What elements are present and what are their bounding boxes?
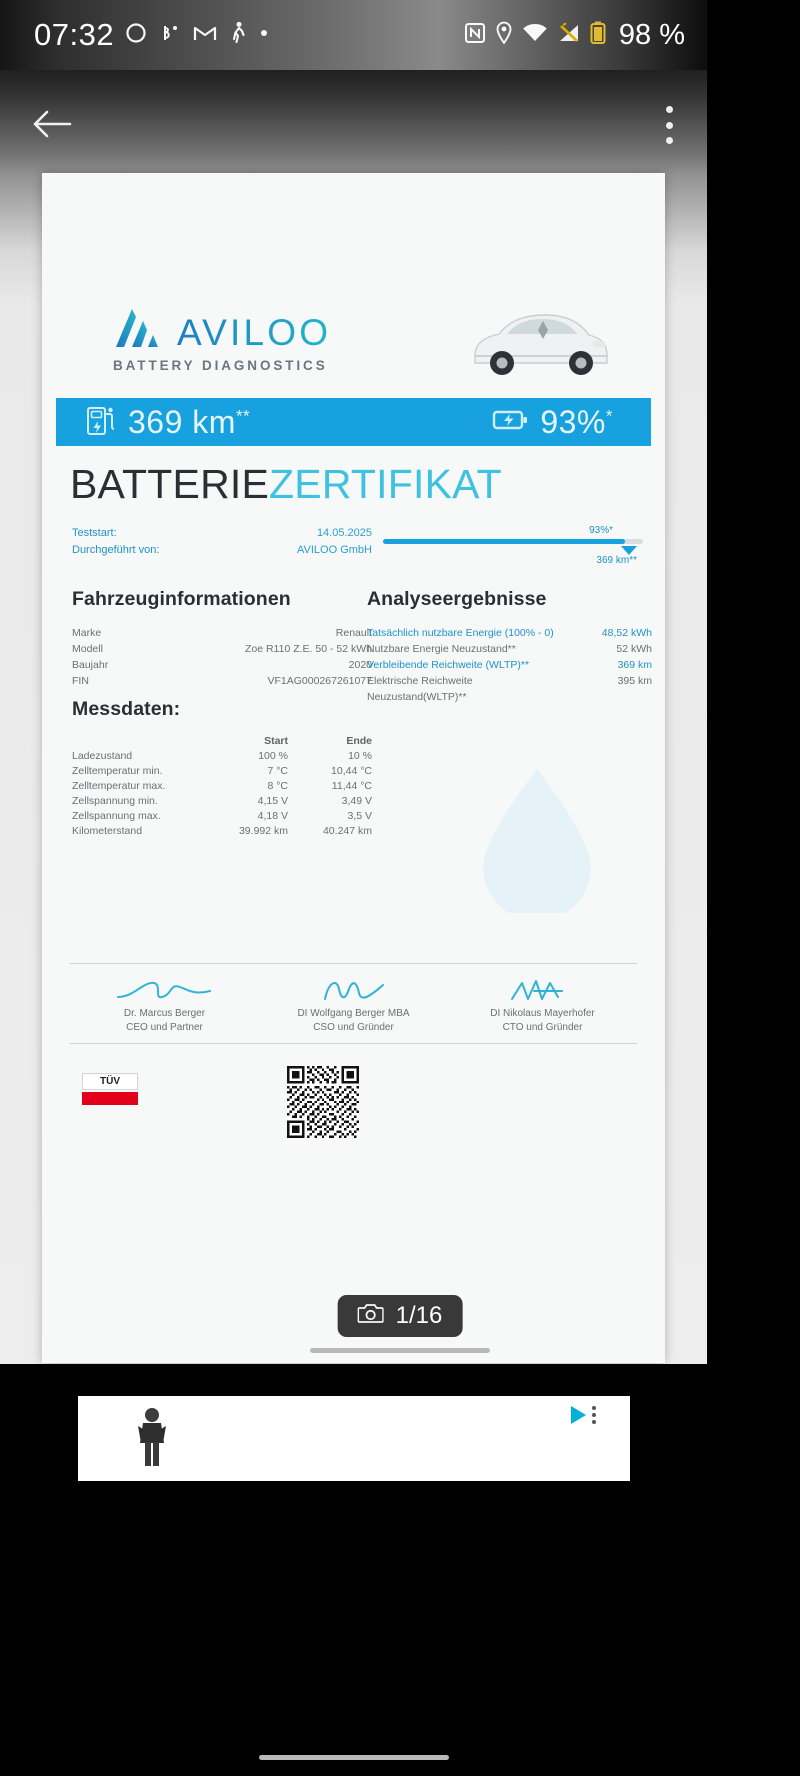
home-gesture-pill[interactable] xyxy=(259,1755,449,1760)
document-header xyxy=(72,293,635,398)
meas-label-5: Kilometerstand xyxy=(72,824,143,837)
meas-label-1: Zelltemperatur min. xyxy=(72,764,163,777)
banner-soh-superscript: * xyxy=(605,405,613,425)
watermark-droplet-icon xyxy=(467,763,607,913)
document-title xyxy=(70,461,502,508)
analysis-label-new-wltp: Neuzustand(WLTP)** xyxy=(367,691,467,703)
analysis-row-new-wltp xyxy=(367,689,652,705)
measurements-col-start: Start xyxy=(264,734,288,747)
banner-range-superscript: ** xyxy=(235,405,251,425)
banner-soh-value: 93%* xyxy=(540,403,613,440)
analysis-label-remaining-range: Verbleibende Reichweite (WLTP)** xyxy=(367,659,530,671)
tuv-badge-line2 xyxy=(82,1092,138,1105)
measurements-section xyxy=(72,698,372,838)
ad-choices-controls[interactable] xyxy=(571,1406,596,1424)
table-row xyxy=(72,748,372,763)
signature-block-3 xyxy=(448,973,637,1035)
vehicle-info-list xyxy=(72,625,372,689)
meas-start-0: 100 % xyxy=(258,749,288,762)
vehicle-row-modell xyxy=(72,641,372,657)
kebab-dot-1 xyxy=(666,106,673,113)
vehicle-info-section xyxy=(72,588,372,689)
banner-range-value: 369 km** xyxy=(128,403,251,440)
signature-name-3: DI Nikolaus Mayerhofer xyxy=(490,1008,595,1019)
signature-role-3: CTO und Gründer xyxy=(502,1022,583,1033)
system-navigation-bar xyxy=(0,1722,707,1776)
table-row xyxy=(72,808,372,823)
kebab-dot-2 xyxy=(666,122,673,129)
signal-icon xyxy=(557,23,581,48)
page-indicator[interactable] xyxy=(338,1295,463,1337)
meas-end-5: 40.247 km xyxy=(322,824,372,837)
viewer-scroll-handle[interactable] xyxy=(310,1348,490,1353)
vehicle-row-fin xyxy=(72,673,372,689)
circle-icon xyxy=(124,21,148,50)
meta-row-teststart xyxy=(72,525,372,542)
signature-block-1 xyxy=(70,973,259,1035)
battery-charge-icon xyxy=(492,409,528,436)
vehicle-value-baujahr: 2020 xyxy=(348,659,372,671)
ad-dot-3 xyxy=(592,1420,596,1424)
screen-right-letterbox xyxy=(707,0,800,1776)
gmail-icon xyxy=(192,21,218,50)
analysis-label-new-energy: Nutzbare Energie Neuzustand** xyxy=(367,643,516,655)
charging-station-icon xyxy=(86,404,116,441)
title-part-batterie: BATTERIE xyxy=(70,461,270,507)
tuv-badge-line1: TÜV xyxy=(82,1073,138,1090)
status-bar-right xyxy=(464,19,707,52)
battery-percent: 98 % xyxy=(618,18,685,51)
meas-start-2: 8 °C xyxy=(267,779,288,792)
ad-choices-icon[interactable] xyxy=(571,1406,586,1424)
summary-banner xyxy=(56,398,651,446)
aviloo-wordmark: AVILOO xyxy=(177,311,332,353)
gauge-fill xyxy=(383,539,625,544)
analysis-value-new-energy: 52 kWh xyxy=(616,643,652,655)
signature-role-2: CSO und Gründer xyxy=(313,1022,394,1033)
vehicle-row-marke xyxy=(72,625,372,641)
analysis-value-electric-range: 395 km xyxy=(617,675,652,687)
soh-gauge xyxy=(383,525,643,566)
vehicle-value-marke: Renault xyxy=(335,627,372,639)
battery-icon xyxy=(590,21,606,50)
vehicle-label-fin: FIN xyxy=(72,675,89,687)
banner-soh xyxy=(492,404,651,441)
app-icon xyxy=(158,21,182,50)
meas-end-1: 10,44 °C xyxy=(331,764,372,777)
measurements-col-label xyxy=(72,733,208,748)
analysis-row-usable-energy xyxy=(367,625,652,641)
page-indicator-text: 1/16 xyxy=(395,1302,443,1329)
vehicle-info-heading: Fahrzeuginformationen xyxy=(72,588,291,610)
gauge-track xyxy=(383,539,643,544)
status-bar xyxy=(0,0,707,70)
divider-top xyxy=(70,963,637,964)
gauge-bottom-label: 369 km** xyxy=(596,555,637,566)
tuv-badge xyxy=(82,1073,138,1105)
vehicle-value-modell: Zoe R110 Z.E. 50 - 52 kWh xyxy=(244,643,372,655)
signature-block-2 xyxy=(259,973,448,1035)
battery-certificate-document[interactable] xyxy=(42,173,665,1363)
signature-role-1: CEO und Partner xyxy=(126,1022,203,1033)
analysis-value-remaining-range: 369 km xyxy=(617,659,652,671)
meas-label-3: Zellspannung min. xyxy=(72,794,158,807)
meas-label-0: Ladezustand xyxy=(72,749,133,762)
meas-start-1: 7 °C xyxy=(267,764,288,777)
ad-menu-icon[interactable] xyxy=(592,1406,596,1424)
vehicle-label-baujahr: Baujahr xyxy=(72,659,109,671)
analysis-label-electric-range: Elektrische Reichweite xyxy=(367,675,473,687)
signature-name-1: Dr. Marcus Berger xyxy=(123,1008,206,1019)
ad-dot-1 xyxy=(592,1406,596,1410)
aviloo-logo xyxy=(112,305,331,373)
meta-row-performedby xyxy=(72,542,372,559)
location-icon xyxy=(495,21,513,50)
ad-figure-icon xyxy=(132,1406,172,1470)
aviloo-mark-icon xyxy=(112,305,164,349)
nfc-icon xyxy=(464,22,486,49)
meas-start-4: 4,18 V xyxy=(257,809,288,822)
table-row xyxy=(72,778,372,793)
meas-start-3: 4,15 V xyxy=(257,794,288,807)
signature-row xyxy=(70,973,637,1035)
analysis-row-electric-range xyxy=(367,673,652,689)
meas-end-3: 3,49 V xyxy=(341,794,372,807)
back-button[interactable] xyxy=(30,104,76,144)
divider-bottom xyxy=(70,1043,637,1044)
analysis-row-remaining-range xyxy=(367,657,652,673)
meas-label-2: Zelltemperatur max. xyxy=(72,779,166,792)
wifi-icon xyxy=(522,23,548,48)
vehicle-value-fin: VF1AG000267261077 xyxy=(267,675,372,687)
analysis-label-usable-energy: Tatsächlich nutzbare Energie (100% - 0) xyxy=(367,627,554,639)
logo-row xyxy=(112,305,332,353)
viewer-top-bar xyxy=(0,70,707,175)
more-options-button[interactable] xyxy=(665,106,673,144)
meas-end-0: 10 % xyxy=(348,749,372,762)
gauge-pointer-icon xyxy=(621,546,637,555)
meas-end-2: 11,44 °C xyxy=(331,779,372,792)
analysis-row-new-energy xyxy=(367,641,652,657)
meas-end-4: 3,5 V xyxy=(347,809,372,822)
meta-value-teststart: 14.05.2025 xyxy=(316,527,372,539)
analysis-heading: Analyseergebnisse xyxy=(367,588,547,610)
vehicle-label-modell: Modell xyxy=(72,643,103,655)
signature-name-2: DI Wolfgang Berger MBA xyxy=(297,1008,410,1019)
camera-icon xyxy=(358,1302,384,1331)
meta-label-performedby: Durchgeführt von: xyxy=(72,544,160,556)
walking-icon xyxy=(228,21,248,50)
ad-dot-2 xyxy=(592,1413,596,1417)
measurements-heading: Messdaten: xyxy=(72,698,181,720)
vehicle-label-marke: Marke xyxy=(72,627,102,639)
aviloo-tagline: BATTERY DIAGNOSTICS xyxy=(113,358,328,373)
table-row xyxy=(72,793,372,808)
document-meta xyxy=(72,525,372,559)
meas-label-4: Zellspannung max. xyxy=(72,809,161,822)
banner-range xyxy=(56,404,250,441)
measurements-header-row xyxy=(72,733,372,748)
meas-start-5: 39.992 km xyxy=(238,824,288,837)
status-bar-left xyxy=(0,17,270,53)
ad-banner[interactable] xyxy=(78,1396,630,1481)
vehicle-illustration xyxy=(457,293,617,388)
status-time: 07:32 xyxy=(34,17,115,52)
gauge-top-label: 93%* xyxy=(589,525,613,536)
measurements-col-end: Ende xyxy=(346,734,372,747)
vehicle-row-baujahr xyxy=(72,657,372,673)
analysis-section xyxy=(367,588,652,705)
signature-mark-icon-3 xyxy=(448,973,637,1007)
signature-mark-icon-1 xyxy=(70,973,259,1007)
title-part-zertifikat: ZERTIFIKAT xyxy=(269,461,502,507)
dot-icon xyxy=(258,26,270,44)
analysis-list xyxy=(367,625,652,705)
signature-mark-icon-2 xyxy=(259,973,448,1007)
meta-label-teststart: Teststart: xyxy=(72,527,117,539)
kebab-dot-3 xyxy=(666,137,673,144)
table-row xyxy=(72,763,372,778)
qr-code xyxy=(287,1066,359,1138)
table-row xyxy=(72,823,372,838)
analysis-value-usable-energy: 48,52 kWh xyxy=(601,627,652,639)
measurements-table xyxy=(72,733,372,838)
meta-value-performedby: AVILOO GmbH xyxy=(297,544,372,556)
